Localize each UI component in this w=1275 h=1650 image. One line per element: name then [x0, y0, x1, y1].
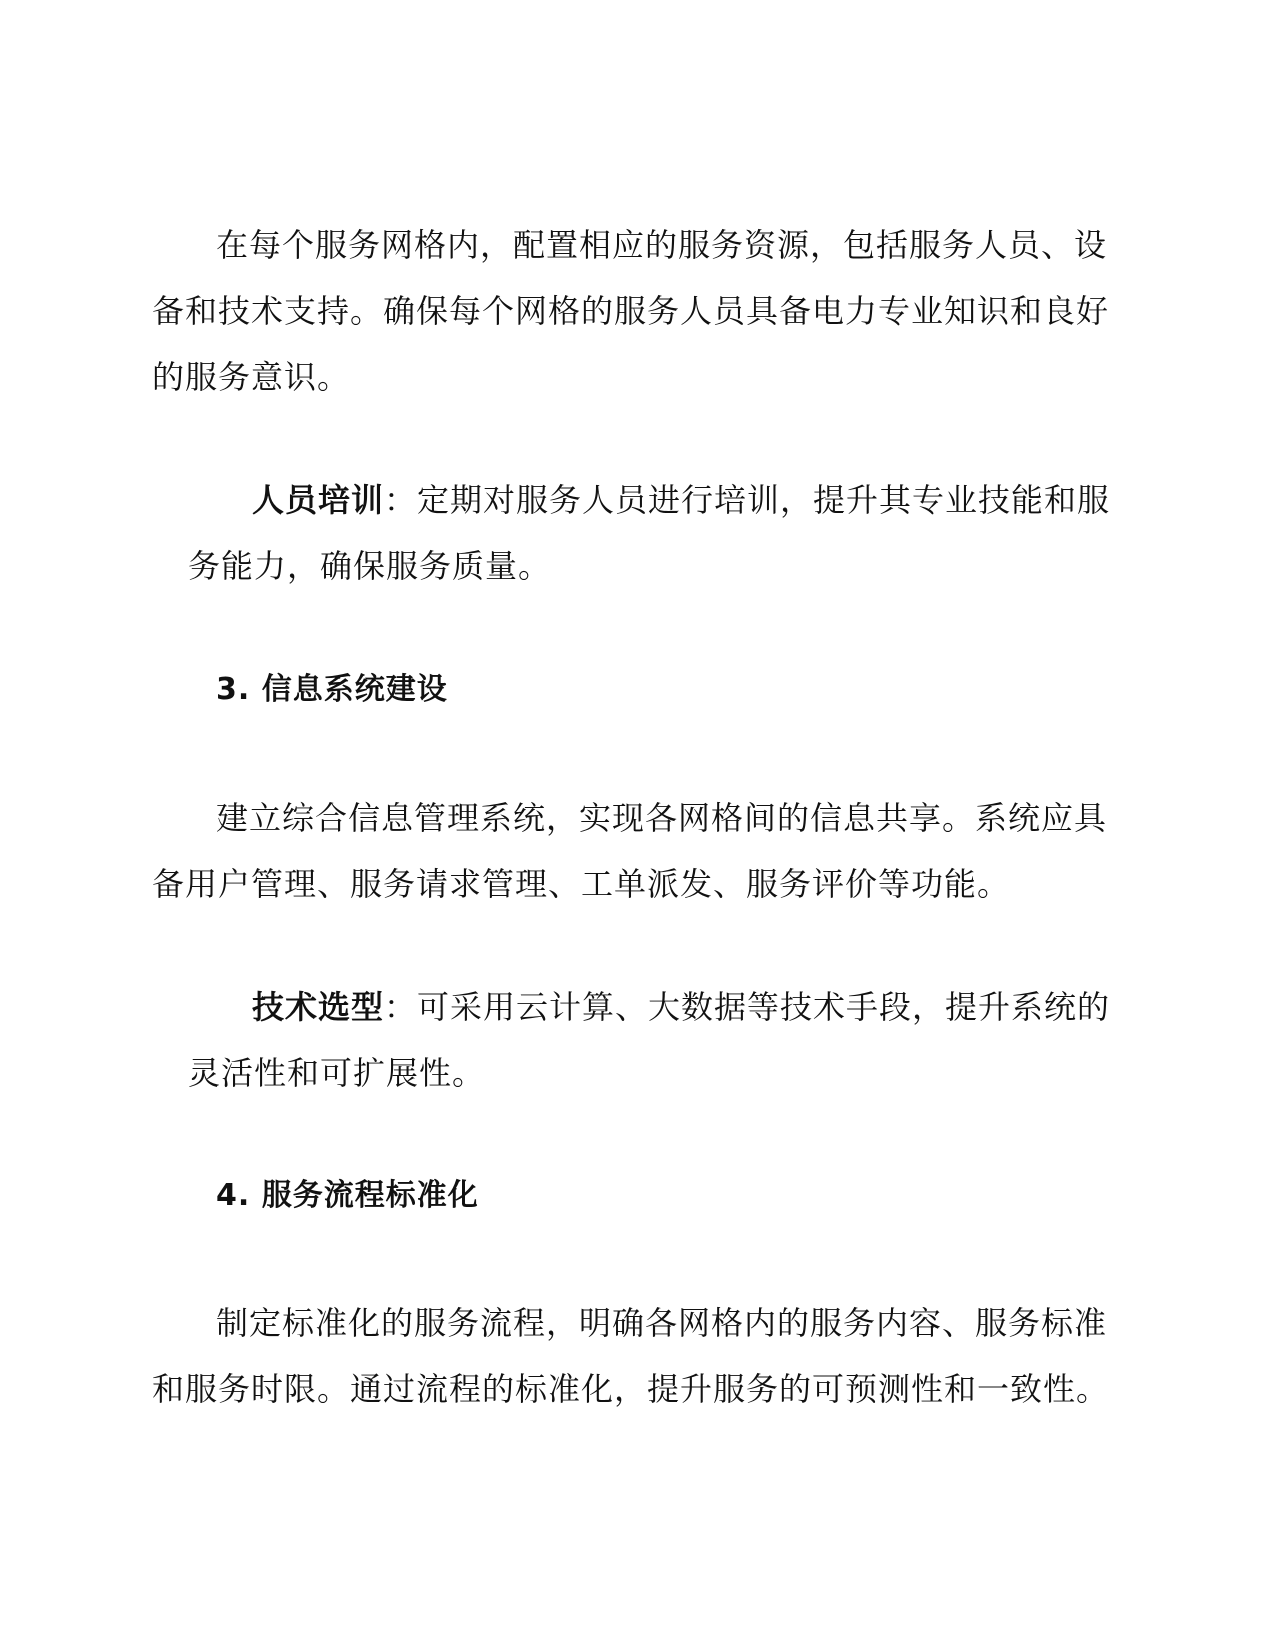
bullet-staff-training: [188, 467, 1120, 599]
bullet-text: 可采用云计算、大数据等技术手段，提升系统的灵活性和可扩展性。: [188, 988, 1111, 1092]
bullet-term: 技术选型: [252, 988, 385, 1026]
bullet-tech-selection: [188, 974, 1120, 1106]
bullet-separator: ：: [384, 481, 418, 519]
bullet-separator: ：: [384, 988, 418, 1026]
section-heading-info-system: 3. 信息系统建设: [216, 672, 448, 707]
paragraph-service-resources: 在每个服务网格内，配置相应的服务资源，包括服务人员、设备和技术支持。确保每个网格的服务人员具备电力专业知识和良好的服务意识。: [152, 226, 1110, 396]
bullet-text: 定期对服务人员进行培训，提升其专业技能和服务能力，确保服务质量。: [188, 481, 1111, 585]
paragraph-process-standardization: 制定标准化的服务流程，明确各网格内的服务内容、服务标准和服务时限。通过流程的标准化，提升服务的可预测性和一致性。: [152, 1304, 1110, 1408]
bullet-term: 人员培训: [252, 481, 385, 519]
section-heading-process-standardization: 4. 服务流程标准化: [216, 1178, 479, 1213]
paragraph-info-system: 建立综合信息管理系统，实现各网格间的信息共享。系统应具备用户管理、服务请求管理、工单派发、服务评价等功能。: [152, 799, 1108, 903]
